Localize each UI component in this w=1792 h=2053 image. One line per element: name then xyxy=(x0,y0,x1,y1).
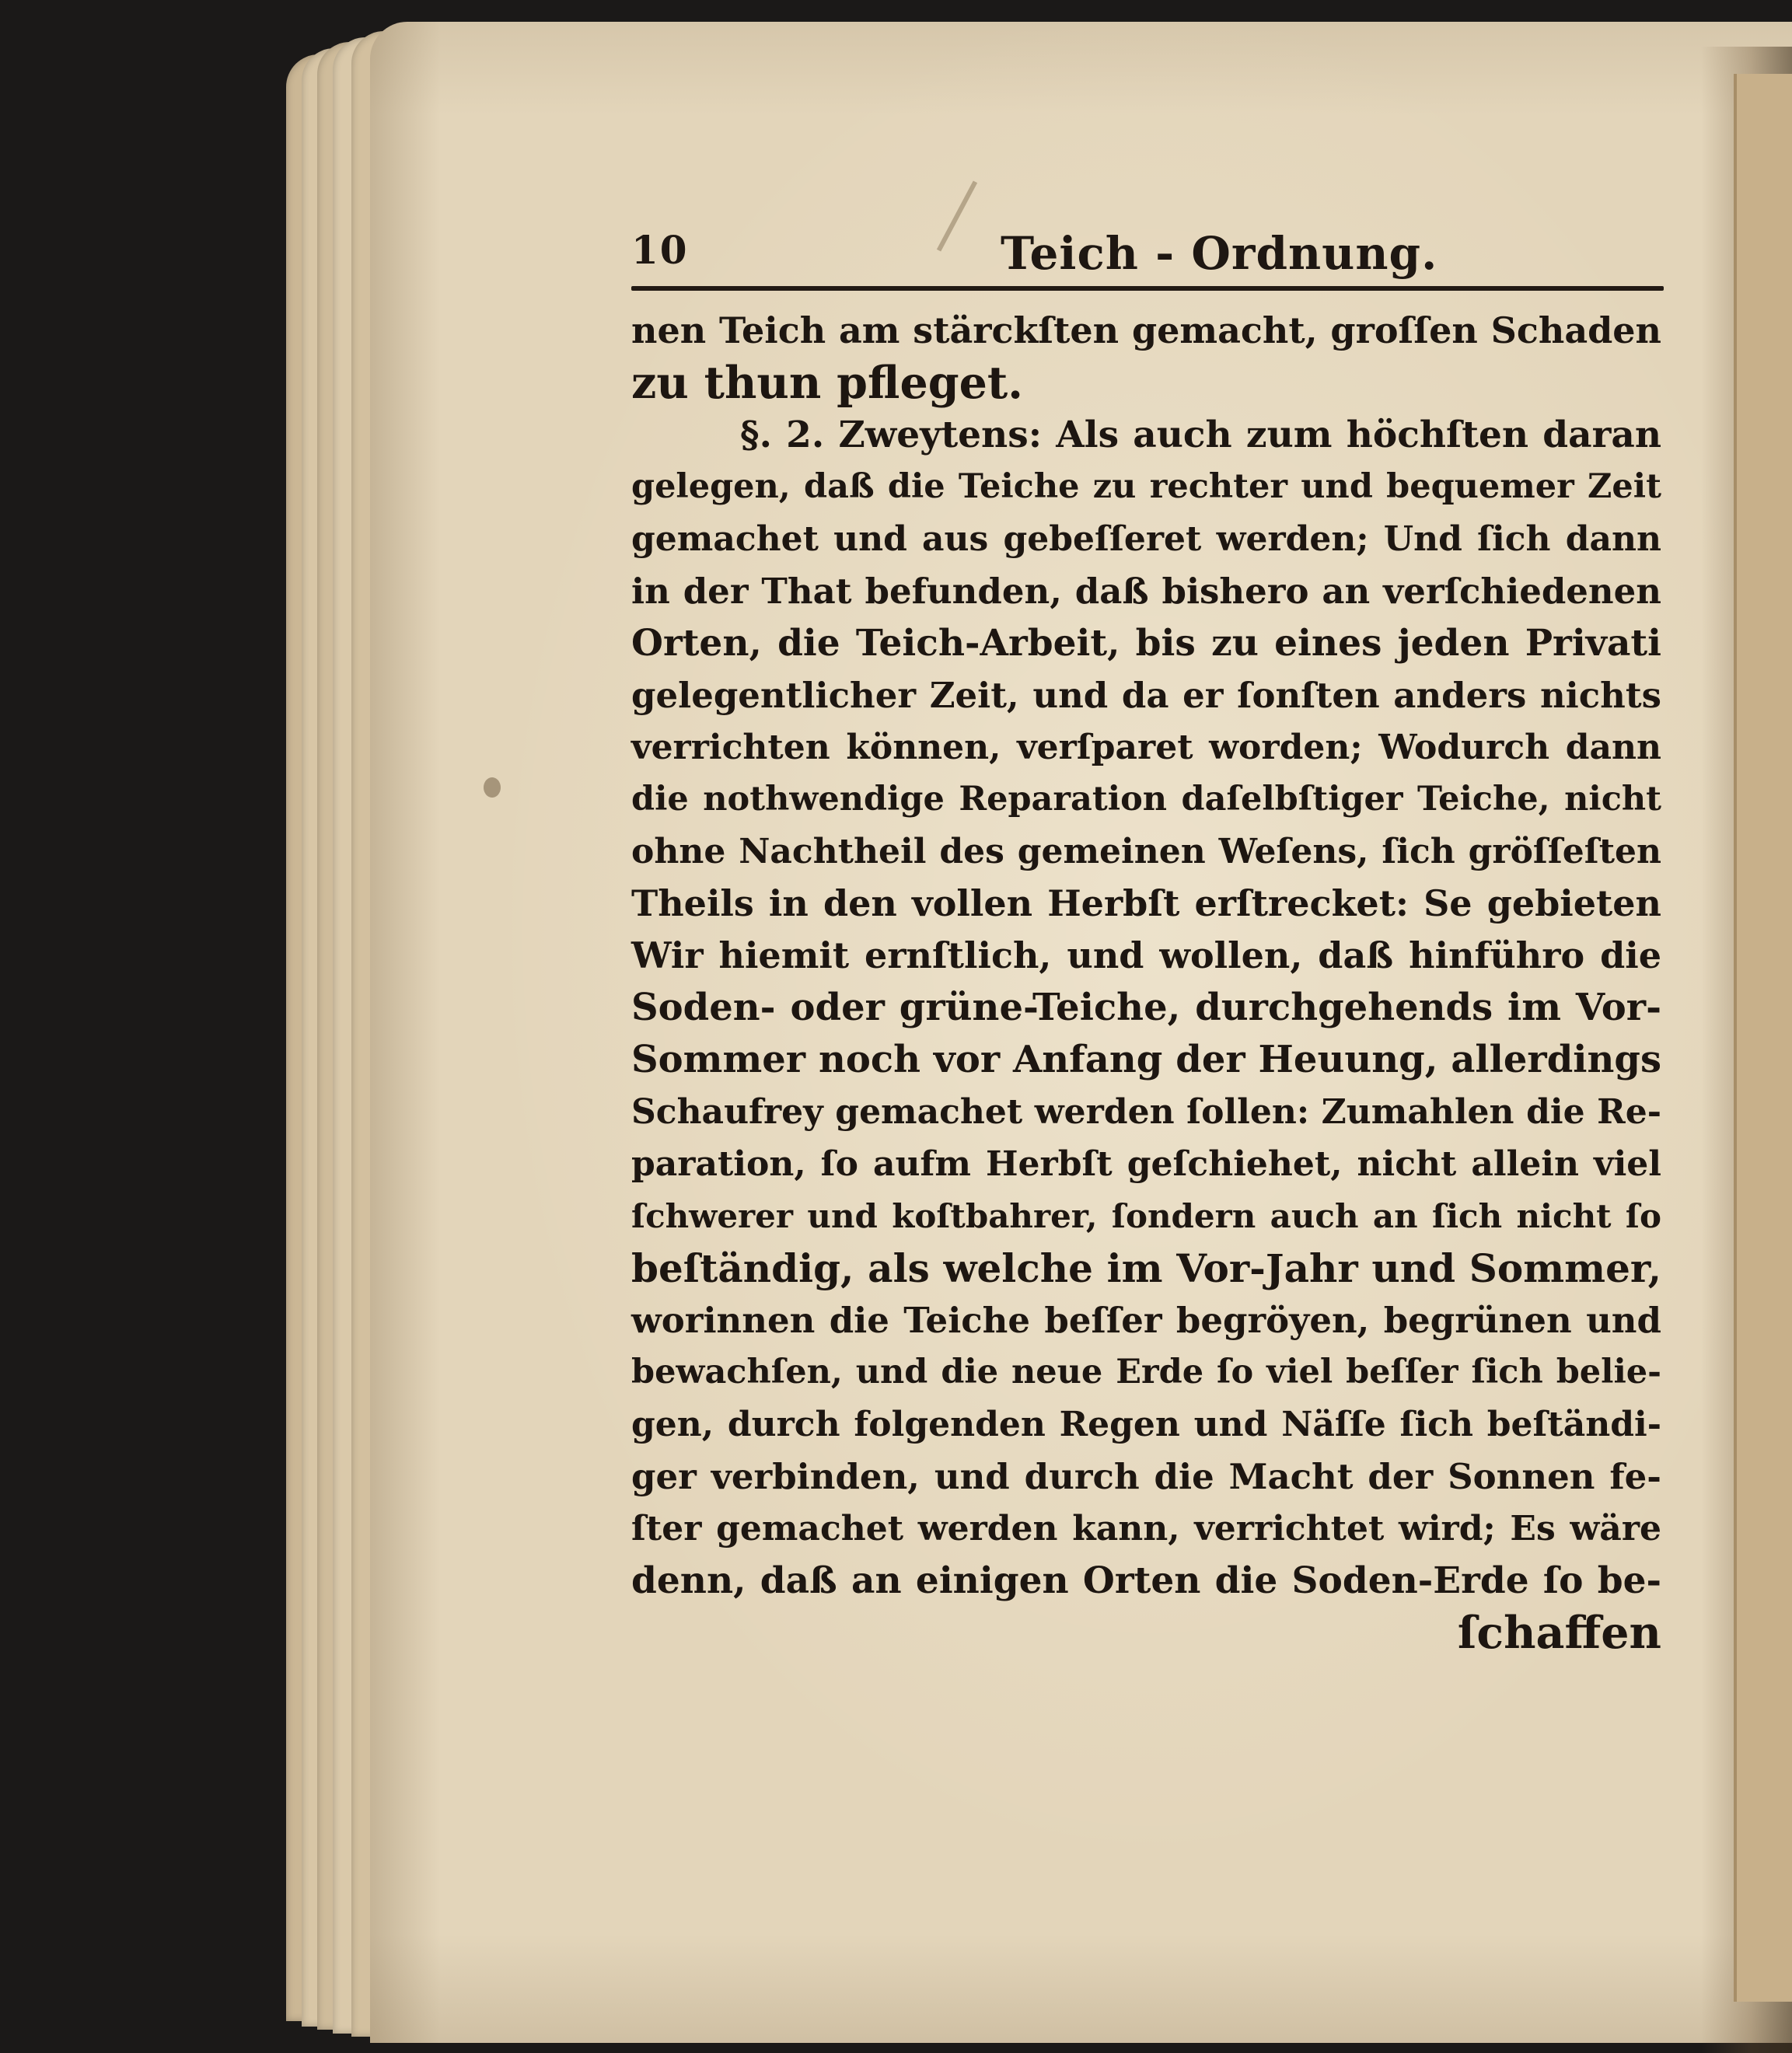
text-line: nen Teich am stärckſten gemacht, groſſen Schaden xyxy=(631,309,1661,351)
catchword: ſchaffen xyxy=(1457,1607,1661,1659)
text-line: Orten, die Teich-Arbeit, bis zu eines jeden Privati xyxy=(631,622,1661,665)
text-line: ohne Nachtheil des gemeinen Weſens, ſich gröſſeſten xyxy=(631,832,1661,871)
text-line: die nothwendige Reparation daſelbſtiger Teiche, nicht xyxy=(631,780,1661,819)
text-line: gelegen, daß die Teiche zu rechter und bequemer Zeit xyxy=(631,467,1661,506)
facing-page-edge xyxy=(1734,74,1792,2002)
section-heading-line: §. 2. Zweytens: Als auch zum höchſten daran xyxy=(740,414,1661,456)
text-line: verrichten können, verſparet worden; Wodurch dann xyxy=(631,728,1661,767)
header-rule xyxy=(631,286,1664,291)
text-line: Theils in den vollen Herbſt erſtrecket: Se gebieten xyxy=(631,882,1661,924)
text-line: gemachet und aus gebeſſeret werden; Und ſich dann xyxy=(631,519,1661,559)
text-line: paration, ſo aufm Herbſt geſchiehet, nicht allein viel xyxy=(631,1144,1661,1184)
text-line: gelegentlicher Zeit, und da er ſonſten anders nichts xyxy=(631,675,1661,716)
text-line: Soden- oder grüne-Teiche, durchgehends im Vor- xyxy=(631,986,1661,1029)
text-line: zu thun pfleget. xyxy=(631,357,1024,409)
text-line: in der That befunden, daß bishero an verſchiedenen xyxy=(631,571,1661,612)
text-line: ſchwerer und koſtbahrer, ſondern auch an ſich nicht ſo xyxy=(631,1197,1661,1235)
text-line: ſter gemachet werden kann, verrichtet wird; Es wäre xyxy=(631,1509,1661,1548)
text-line: gen, durch folgenden Regen und Näſſe ſich beſtändi- xyxy=(631,1405,1661,1444)
body-text xyxy=(631,305,1661,1659)
text-line: ger verbinden, und durch die Macht der Sonnen fe- xyxy=(631,1456,1661,1497)
running-title: Teich - Ordnung. xyxy=(1001,227,1438,280)
text-line: worinnen die Teiche beſſer begröyen, begrünen und xyxy=(631,1300,1661,1341)
page-header xyxy=(631,227,1665,280)
text-line: Sommer noch vor Anfang der Heuung, allerdings xyxy=(631,1038,1661,1081)
text-line: Schaufrey gemachet werden ſollen: Zumahlen die Re- xyxy=(631,1092,1661,1132)
text-line: denn, daß an einigen Orten die Soden-Erde ſo be- xyxy=(631,1559,1661,1602)
paper-stain xyxy=(484,777,501,798)
text-line: bewachſen, und die neue Erde ſo viel beſſer ſich belie- xyxy=(631,1353,1661,1391)
text-line: beſtändig, als welche im Vor-Jahr und Sommer, xyxy=(631,1245,1661,1291)
text-line: Wir hiemit ernſtlich, und wollen, daß hinführo die xyxy=(631,934,1661,976)
page-number: 10 xyxy=(631,227,689,273)
